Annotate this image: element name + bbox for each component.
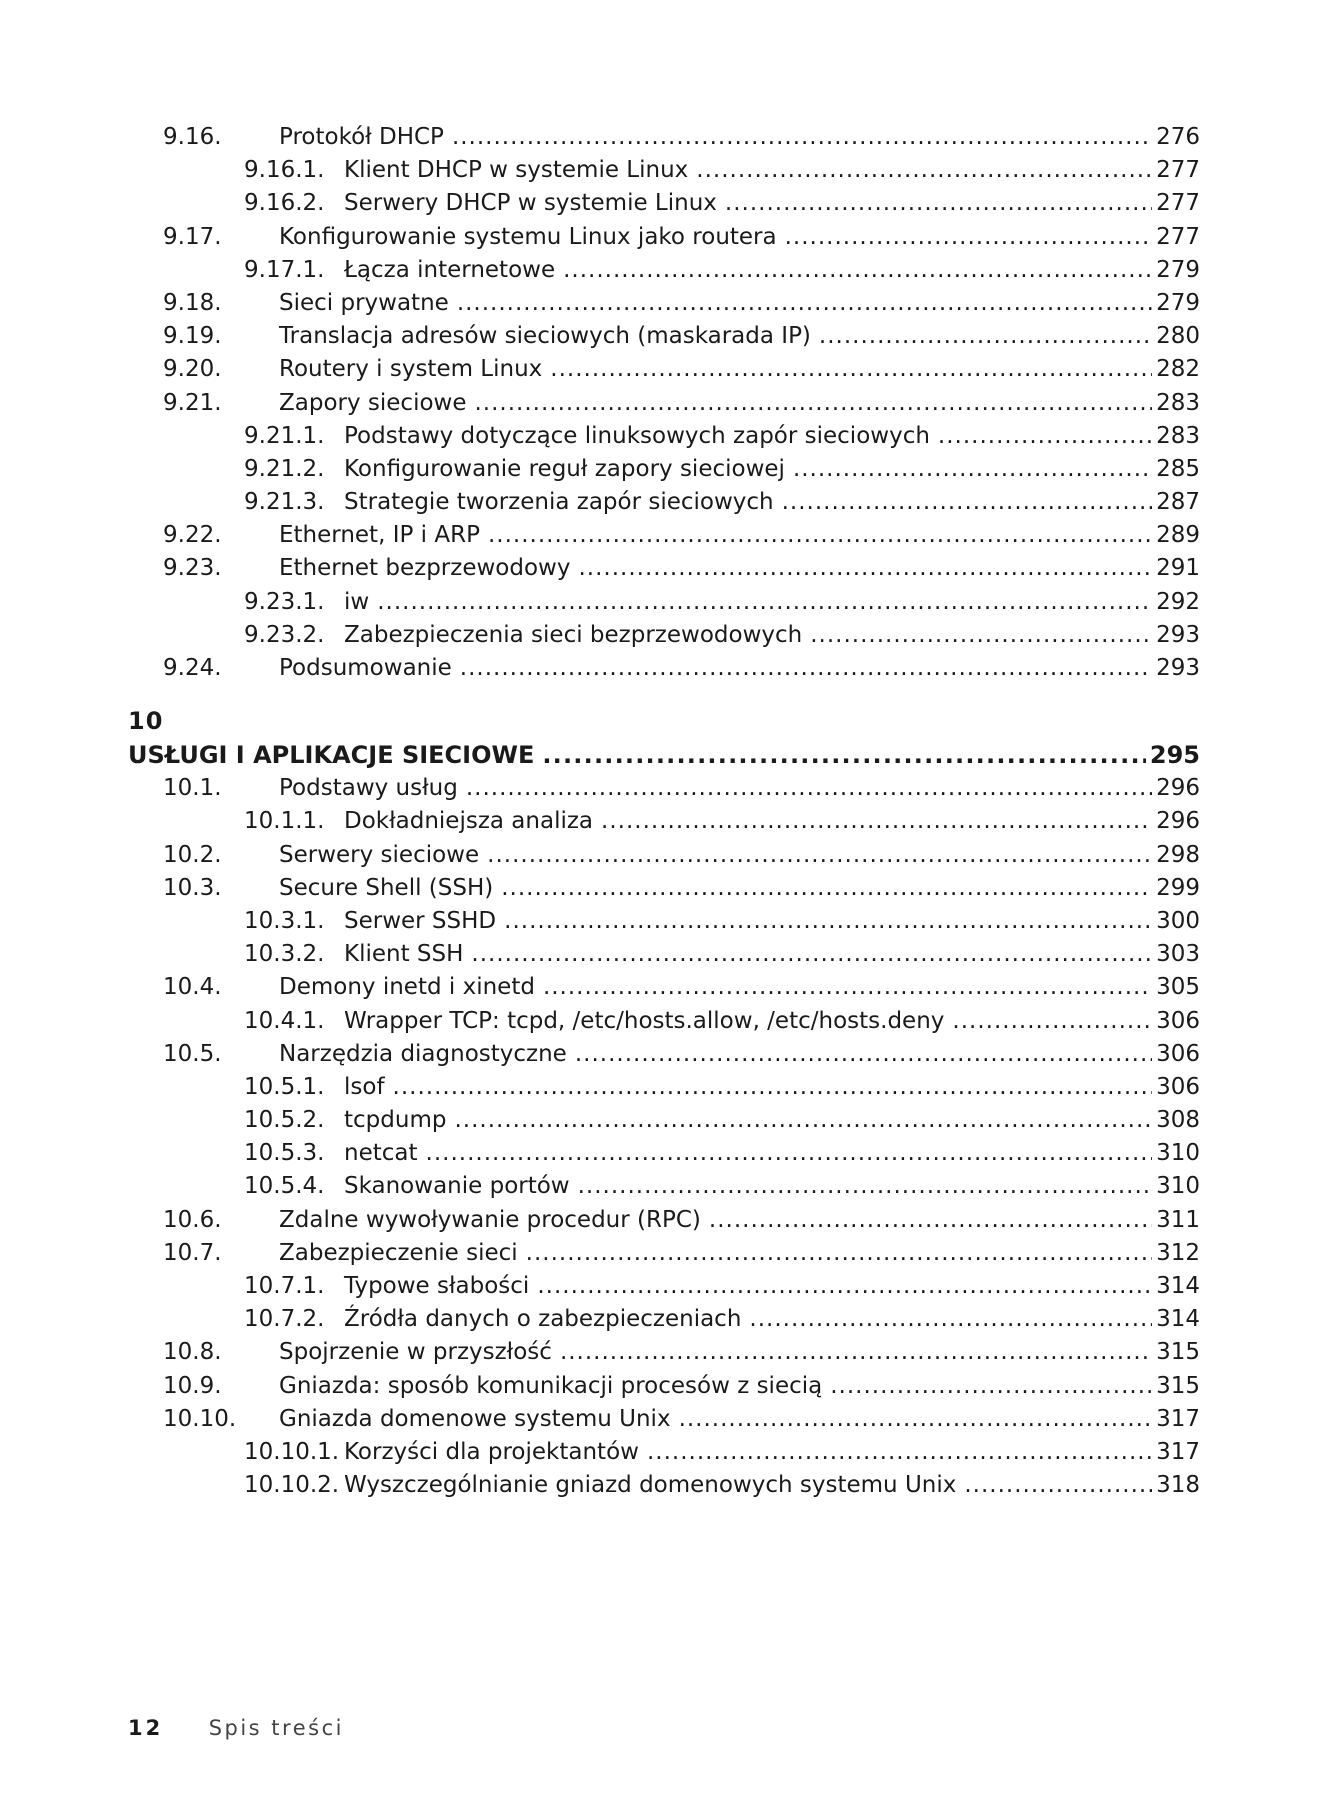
dot-leader: [454, 1104, 1152, 1137]
toc-entry[interactable]: [128, 1104, 1200, 1137]
dot-leader: [575, 1038, 1152, 1071]
toc-entry-title: Demony inetd i xinetd: [279, 974, 535, 1001]
toc-entry-number: 9.16.2.: [244, 190, 325, 217]
toc-entry-title: Konfigurowanie reguł zapory sieciowej: [344, 455, 785, 482]
toc-entry-number: 9.18.: [163, 289, 222, 316]
toc-entry-title: Źródła danych o zabezpieczeniach: [344, 1306, 742, 1333]
dot-leader: [475, 387, 1153, 420]
toc-entry-title: Sieci prywatne: [279, 289, 449, 316]
toc-entry-page-number: 277: [1156, 190, 1200, 217]
dot-leader: [501, 872, 1152, 905]
toc-entry-number: 9.23.: [163, 555, 222, 582]
toc-entry-number: 10.7.1.: [244, 1273, 325, 1299]
toc-entry-number: 10.1.: [163, 775, 222, 802]
toc-entry-title: Podstawy dotyczące linuksowych zapór sieciowych: [344, 422, 930, 449]
toc-entry-title: Secure Shell (SSH): [279, 874, 494, 901]
dot-leader: [471, 938, 1152, 971]
toc-entry[interactable]: [128, 353, 1200, 386]
toc-entry-title: Skanowanie portów: [344, 1173, 570, 1200]
toc-entry-page-number: 315: [1156, 1372, 1200, 1399]
toc-entry-page-number: 277: [1156, 223, 1200, 250]
toc-entry[interactable]: [128, 1303, 1200, 1336]
toc-entry[interactable]: [128, 1204, 1200, 1237]
toc-entry[interactable]: [128, 872, 1200, 905]
chapter-title-row[interactable]: [128, 738, 1200, 772]
toc-entry[interactable]: [128, 121, 1200, 154]
toc-entry-page-number: 299: [1156, 874, 1200, 901]
toc-entry[interactable]: [128, 1170, 1200, 1203]
toc-entry-page-number: 279: [1156, 289, 1200, 316]
toc-entry-page-number: 280: [1156, 323, 1200, 350]
toc-entry-number: 9.22.: [163, 522, 222, 549]
toc-entry-number: 10.5.3.: [244, 1140, 325, 1167]
chapter-title: USŁUGI I APLIKACJE SIECIOWE: [128, 741, 535, 770]
toc-entry-number: 10.2.: [163, 841, 222, 868]
toc-entry[interactable]: [128, 1237, 1200, 1270]
toc-entry[interactable]: [128, 1005, 1200, 1038]
toc-entry-title: Serwery DHCP w systemie Linux: [344, 190, 717, 217]
dot-leader: [377, 586, 1152, 619]
toc-entry-number: 9.17.1.: [244, 256, 325, 283]
toc-entry-title: Klient SSH: [344, 941, 464, 968]
toc-entry-number: 10.3.1.: [244, 907, 325, 934]
toc-entry-page-number: 291: [1156, 555, 1200, 582]
toc-section-chapter-9: [128, 121, 1200, 685]
toc-entry-title: Klient DHCP w systemie Linux: [344, 157, 689, 184]
footer-section-label: Spis treści: [208, 1716, 344, 1740]
toc-entry-title: Zdalne wywoływanie procedur (RPC): [279, 1206, 701, 1233]
dot-leader: [782, 486, 1152, 519]
dot-leader: [457, 287, 1152, 320]
dot-leader: [578, 1170, 1152, 1203]
toc-entry[interactable]: [128, 805, 1200, 838]
dot-leader: [487, 839, 1152, 872]
toc-entry-page-number: 310: [1156, 1140, 1200, 1167]
dot-leader: [542, 738, 1146, 772]
toc-entry-number: 10.10.: [163, 1405, 237, 1432]
dot-leader: [679, 1403, 1153, 1436]
dot-leader: [460, 652, 1152, 685]
dot-leader: [550, 353, 1152, 386]
toc-entry-title: Protokół DHCP: [279, 124, 444, 150]
dot-leader: [810, 619, 1152, 652]
chapter-gap: [128, 685, 1200, 705]
toc-entry-number: 9.20.: [163, 356, 222, 383]
toc-entry-page-number: 283: [1156, 422, 1200, 449]
toc-entry[interactable]: [128, 1336, 1200, 1369]
toc-entry-page-number: 287: [1156, 489, 1200, 516]
toc-entry[interactable]: [128, 1270, 1200, 1303]
toc-entry-number: 9.16.1.: [244, 157, 325, 184]
toc-entry[interactable]: [128, 154, 1200, 187]
dot-leader: [793, 453, 1152, 486]
toc-entry[interactable]: [128, 1137, 1200, 1170]
toc-entry-number: 10.5.1.: [244, 1073, 325, 1100]
toc-entry-title: Gniazda domenowe systemu Unix: [279, 1405, 671, 1432]
toc-entry-page-number: 293: [1156, 621, 1200, 648]
toc-entry-page-number: 296: [1156, 775, 1200, 802]
dot-leader: [526, 1237, 1152, 1270]
toc-entry-page-number: 305: [1156, 974, 1200, 1001]
dot-leader: [785, 221, 1152, 254]
toc-entry-page-number: 317: [1156, 1405, 1200, 1432]
toc-entry-number: 9.17.: [163, 223, 222, 250]
toc-entry[interactable]: [128, 839, 1200, 872]
toc-entry-title: Zapory sieciowe: [279, 389, 467, 416]
toc-section-chapter-10: [128, 772, 1200, 1502]
toc-entry-page-number: 282: [1156, 356, 1200, 383]
toc-entry-page-number: 277: [1156, 157, 1200, 184]
toc-entry-page-number: 296: [1156, 808, 1200, 835]
toc-entry[interactable]: [128, 1436, 1200, 1469]
toc-entry[interactable]: [128, 254, 1200, 287]
toc-entry-title: Zabezpieczenia sieci bezprzewodowych: [344, 621, 803, 648]
toc-entry-page-number: 306: [1156, 1073, 1200, 1100]
toc-entry-title: Łącza internetowe: [344, 256, 556, 283]
dot-leader: [819, 320, 1152, 353]
toc-entry-title: Korzyści dla projektantów: [344, 1438, 639, 1465]
toc-entry-page-number: 283: [1156, 389, 1200, 416]
toc-entry-title: Wrapper TCP: tcpd, /etc/hosts.allow, /etc/hosts.deny: [344, 1007, 945, 1034]
toc-entry-title: Zabezpieczenie sieci: [279, 1239, 518, 1266]
footer-page-number: 12: [128, 1716, 164, 1740]
toc-entry-page-number: 314: [1156, 1273, 1200, 1299]
toc-entry-title: Translacja adresów sieciowych (maskarada IP): [279, 323, 811, 350]
toc-entry-page-number: 306: [1156, 1040, 1200, 1067]
toc-entry[interactable]: [128, 586, 1200, 619]
dot-leader: [601, 805, 1152, 838]
toc-entry[interactable]: [128, 1038, 1200, 1071]
dot-leader: [393, 1071, 1153, 1104]
toc-entry-number: 9.23.1.: [244, 588, 325, 615]
dot-leader: [543, 971, 1152, 1004]
toc-entry[interactable]: [128, 486, 1200, 519]
toc-entry[interactable]: [128, 552, 1200, 585]
toc-entry-number: 10.4.: [163, 974, 222, 1001]
toc-entry-title: Narzędzia diagnostyczne: [279, 1040, 567, 1067]
toc-entry-title: Ethernet bezprzewodowy: [279, 555, 571, 582]
toc-entry-number: 9.23.2.: [244, 621, 325, 648]
toc-entry-title: Strategie tworzenia zapór sieciowych: [344, 489, 774, 516]
toc-entry-title: Typowe słabości: [344, 1273, 530, 1299]
toc-entry-title: netcat: [344, 1140, 418, 1167]
toc-entry-title: Serwer SSHD: [344, 907, 497, 934]
page-footer: [128, 1716, 344, 1740]
toc-entry-number: 9.21.1.: [244, 422, 325, 449]
toc-entry-page-number: 285: [1156, 455, 1200, 482]
toc-entry-number: 9.16.: [163, 124, 222, 150]
toc-entry-page-number: 298: [1156, 841, 1200, 868]
toc-entry-title: Podsumowanie: [279, 655, 452, 681]
toc-entry-page-number: 292: [1156, 588, 1200, 615]
toc-entry-number: 9.19.: [163, 323, 222, 350]
toc-entry-number: 10.6.: [163, 1206, 222, 1233]
toc-entry-page-number: 308: [1156, 1107, 1200, 1134]
toc-entry-number: 10.5.2.: [244, 1107, 325, 1134]
toc-entry-number: 10.7.2.: [244, 1306, 325, 1333]
chapter-number: 10: [128, 707, 164, 736]
toc-entry-page-number: 300: [1156, 907, 1200, 934]
toc-entry-title: Spojrzenie w przyszłość: [279, 1339, 552, 1366]
dot-leader: [749, 1303, 1152, 1336]
dot-leader: [696, 154, 1152, 187]
toc-entry[interactable]: [128, 519, 1200, 552]
toc-entry[interactable]: [128, 1469, 1200, 1502]
dot-leader: [725, 187, 1152, 220]
toc-entry[interactable]: [128, 287, 1200, 320]
toc-entry-page-number: 279: [1156, 256, 1200, 283]
toc-entry-title: Konfigurowanie systemu Linux jako routera: [279, 223, 777, 250]
dot-leader: [578, 552, 1152, 585]
dot-leader: [952, 1005, 1152, 1038]
toc-entry-number: 10.8.: [163, 1339, 222, 1366]
toc-entry-number: 9.24.: [163, 655, 222, 681]
toc-entry[interactable]: [128, 320, 1200, 353]
dot-leader: [563, 254, 1152, 287]
toc-entry-number: 10.9.: [163, 1372, 222, 1399]
toc-entry-title: Gniazda: sposób komunikacji procesów z siecią: [279, 1372, 823, 1399]
toc-entry-page-number: 289: [1156, 522, 1200, 549]
toc-entry-title: Serwery sieciowe: [279, 841, 480, 868]
toc-entry-number: 10.5.4.: [244, 1173, 325, 1200]
toc-entry[interactable]: [128, 619, 1200, 652]
toc-entry[interactable]: [128, 905, 1200, 938]
toc-entry-number: 10.1.1.: [244, 808, 325, 835]
toc-entry-page-number: 317: [1156, 1438, 1200, 1465]
toc-entry[interactable]: [128, 772, 1200, 805]
toc-entry-number: 9.21.2.: [244, 455, 325, 482]
dot-leader: [488, 519, 1152, 552]
toc-entry[interactable]: [128, 453, 1200, 486]
dot-leader: [964, 1469, 1152, 1502]
toc-entry[interactable]: [128, 971, 1200, 1004]
toc-entry-number: 10.4.1.: [244, 1007, 325, 1034]
dot-leader: [537, 1270, 1152, 1303]
toc-entry-number: 10.3.2.: [244, 941, 325, 968]
toc-entry-page-number: 311: [1156, 1206, 1200, 1233]
dot-leader: [466, 772, 1152, 805]
dot-leader: [452, 121, 1152, 154]
toc-entry-number: 10.10.1.: [244, 1438, 340, 1465]
toc-entry-title: Wyszczególnianie gniazd domenowych systemu Unix: [344, 1472, 957, 1499]
dot-leader: [426, 1137, 1153, 1170]
toc-entry[interactable]: [128, 1370, 1200, 1403]
table-of-contents: [128, 121, 1200, 1502]
toc-entry-page-number: 314: [1156, 1306, 1200, 1333]
toc-entry-title: Ethernet, IP i ARP: [279, 522, 480, 549]
dot-leader: [938, 420, 1152, 453]
toc-entry-title: Podstawy usług: [279, 775, 458, 802]
toc-entry-page-number: 293: [1156, 655, 1200, 681]
toc-entry[interactable]: [128, 221, 1200, 254]
toc-entry-page-number: 312: [1156, 1239, 1200, 1266]
toc-entry[interactable]: [128, 387, 1200, 420]
dot-leader: [647, 1436, 1152, 1469]
toc-entry-title: iw: [344, 588, 370, 615]
toc-entry[interactable]: [128, 652, 1200, 685]
toc-entry[interactable]: [128, 1071, 1200, 1104]
dot-leader: [504, 905, 1152, 938]
toc-entry-number: 9.21.3.: [244, 489, 325, 516]
toc-entry-title: Routery i system Linux: [279, 356, 543, 383]
toc-entry-title: Dokładniejsza analiza: [344, 808, 594, 835]
toc-entry-number: 10.3.: [163, 874, 222, 901]
toc-entry-page-number: 315: [1156, 1339, 1200, 1366]
toc-entry-title: tcpdump: [344, 1107, 447, 1134]
toc-entry-number: 9.21.: [163, 389, 222, 416]
toc-entry-page-number: 276: [1156, 124, 1200, 150]
toc-entry-number: 10.7.: [163, 1239, 222, 1266]
dot-leader: [830, 1370, 1152, 1403]
toc-entry[interactable]: [128, 938, 1200, 971]
toc-entry-number: 10.5.: [163, 1040, 222, 1067]
toc-entry[interactable]: [128, 420, 1200, 453]
toc-entry-page-number: 318: [1156, 1472, 1200, 1499]
dot-leader: [560, 1336, 1152, 1369]
toc-entry-number: 10.10.2.: [244, 1472, 340, 1499]
toc-entry-page-number: 310: [1156, 1173, 1200, 1200]
toc-entry-page-number: 306: [1156, 1007, 1200, 1034]
toc-entry[interactable]: [128, 187, 1200, 220]
toc-entry[interactable]: [128, 1403, 1200, 1436]
toc-entry-title: lsof: [344, 1073, 385, 1100]
dot-leader: [709, 1204, 1152, 1237]
toc-entry-page-number: 303: [1156, 941, 1200, 968]
chapter-page-number: 295: [1149, 741, 1200, 770]
